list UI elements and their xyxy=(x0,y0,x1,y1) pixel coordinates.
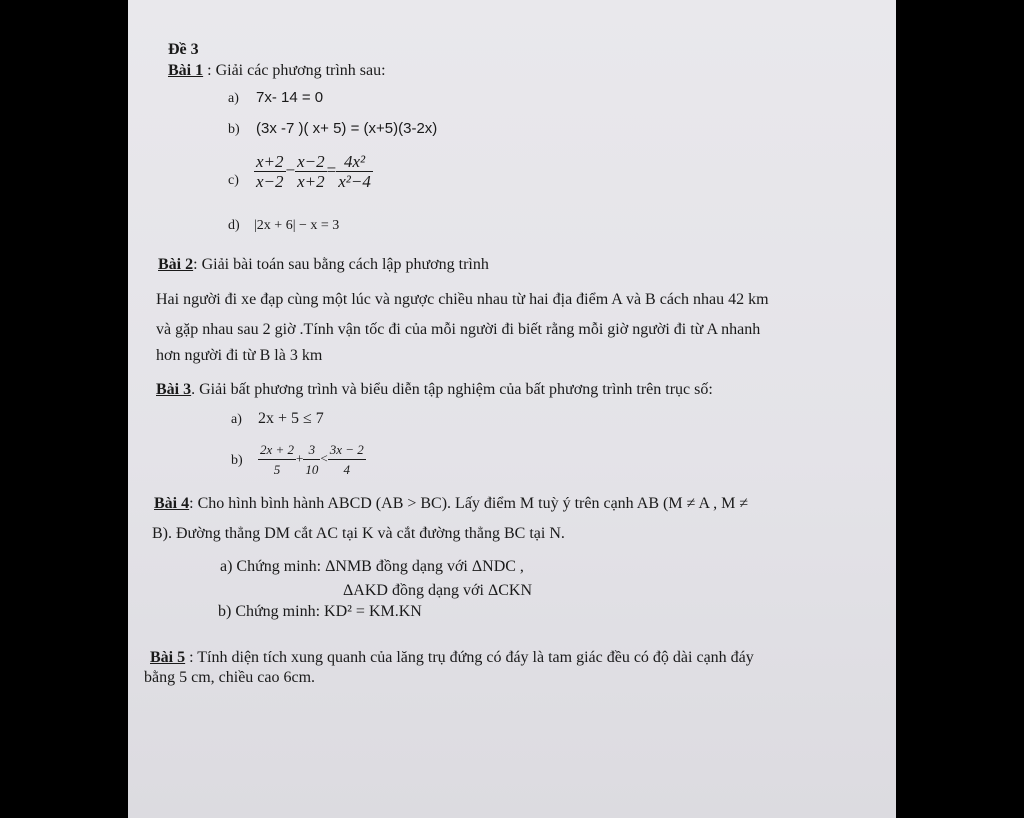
bai1-c-expr: $\frac{x+2}{x-2}$ − $\frac{x-2}{x+2}$ = $\frac{\text{4x²}}{\text{x²−4}}$ xyxy=(256,152,371,191)
bai4-a1: a) Chứng minh: ΔNMB đồng dạng với ΔNDC , xyxy=(220,558,524,575)
bai4-a2: ΔAKD đồng dạng với ΔCKN xyxy=(343,582,533,599)
bai1-d-tag: d) xyxy=(228,218,240,233)
exam-title: Đề 3 xyxy=(168,41,199,58)
bai1-d-expr: |2x + 6| − x = 3 xyxy=(254,218,340,233)
bai1-b-tag: b) xyxy=(228,122,240,137)
fraction: $\frac{2x + 2}{5}$ xyxy=(260,442,295,477)
fraction: $\frac{3}{10}$ xyxy=(305,442,319,477)
bai4-label: Bài 4 xyxy=(154,495,190,512)
bai1-a-expr: 7x- 14 = 0 xyxy=(256,89,324,106)
bai3-a-expr: 2x + 5 ≤ 7 xyxy=(258,410,324,427)
bai5-heading xyxy=(150,648,754,667)
bai3-heading xyxy=(156,380,713,399)
bai3-a-tag: a) xyxy=(231,412,242,427)
bai2-line3: hơn người đi từ B là 3 km xyxy=(156,347,323,364)
bai3-b-expr: $\frac{2x + 2}{5}$ + $\frac{3}{10}$ < $\frac{3x - 2}{4}$ xyxy=(260,442,364,477)
fraction: $\frac{\text{4x²}}{\text{x²−4}}$ xyxy=(338,152,371,191)
bai1-c-tag: c) xyxy=(228,173,239,188)
bai1-label: Bài 1 xyxy=(168,62,204,79)
bai1-heading xyxy=(168,61,386,80)
bai5-label: Bài 5 xyxy=(150,649,186,666)
fraction: $\frac{3x - 2}{4}$ xyxy=(329,442,364,477)
bai4-text: : Cho hình bình hành ABCD (AB > BC). Lấy điểm M tuỳ ý trên cạnh AB (M ≠ A , M ≠ xyxy=(189,495,749,512)
bai1-a-tag: a) xyxy=(228,91,239,106)
bai4-line2: B). Đường thẳng DM cắt AC tại K và cắt đường thẳng BC tại N. xyxy=(152,525,565,542)
bai1-b-expr: (3x -7 )( x+ 5) = (x+5)(3-2x) xyxy=(256,120,438,137)
bai1-sep: : xyxy=(203,62,216,79)
bai3-text: . Giải bất phương trình và biểu diễn tập nghiệm của bất phương trình trên trục số: xyxy=(191,381,713,398)
bai2-label: Bài 2 xyxy=(158,256,194,273)
bai2-line1: Hai người đi xe đạp cùng một lúc và ngược chiều nhau từ hai địa điểm A và B cách nhau 42 km xyxy=(156,291,769,308)
bai1-text: Giải các phương trình sau: xyxy=(215,62,386,79)
bai2-heading xyxy=(158,255,489,274)
exam-sheet xyxy=(128,0,896,818)
bai2-line2: và gặp nhau sau 2 giờ .Tính vận tốc đi của mỗi người đi biết rằng mỗi giờ người đi từ A nhanh xyxy=(156,321,761,338)
fraction: $\frac{x-2}{x+2}$ xyxy=(297,152,325,191)
bai2-text: : Giải bài toán sau bằng cách lập phương trình xyxy=(193,256,489,273)
bai5-line2: bằng 5 cm, chiều cao 6cm. xyxy=(144,669,316,686)
fraction: $\frac{x+2}{x-2}$ xyxy=(256,152,284,191)
bai3-label: Bài 3 xyxy=(156,381,192,398)
bai4-heading xyxy=(154,494,748,513)
bai4-b: b) Chứng minh: KD² = KM.KN xyxy=(218,603,422,620)
bai5-text: : Tính diện tích xung quanh của lăng trụ đứng có đáy là tam giác đều có độ dài cạnh đáy xyxy=(185,649,754,666)
bai3-b-tag: b) xyxy=(231,453,243,468)
